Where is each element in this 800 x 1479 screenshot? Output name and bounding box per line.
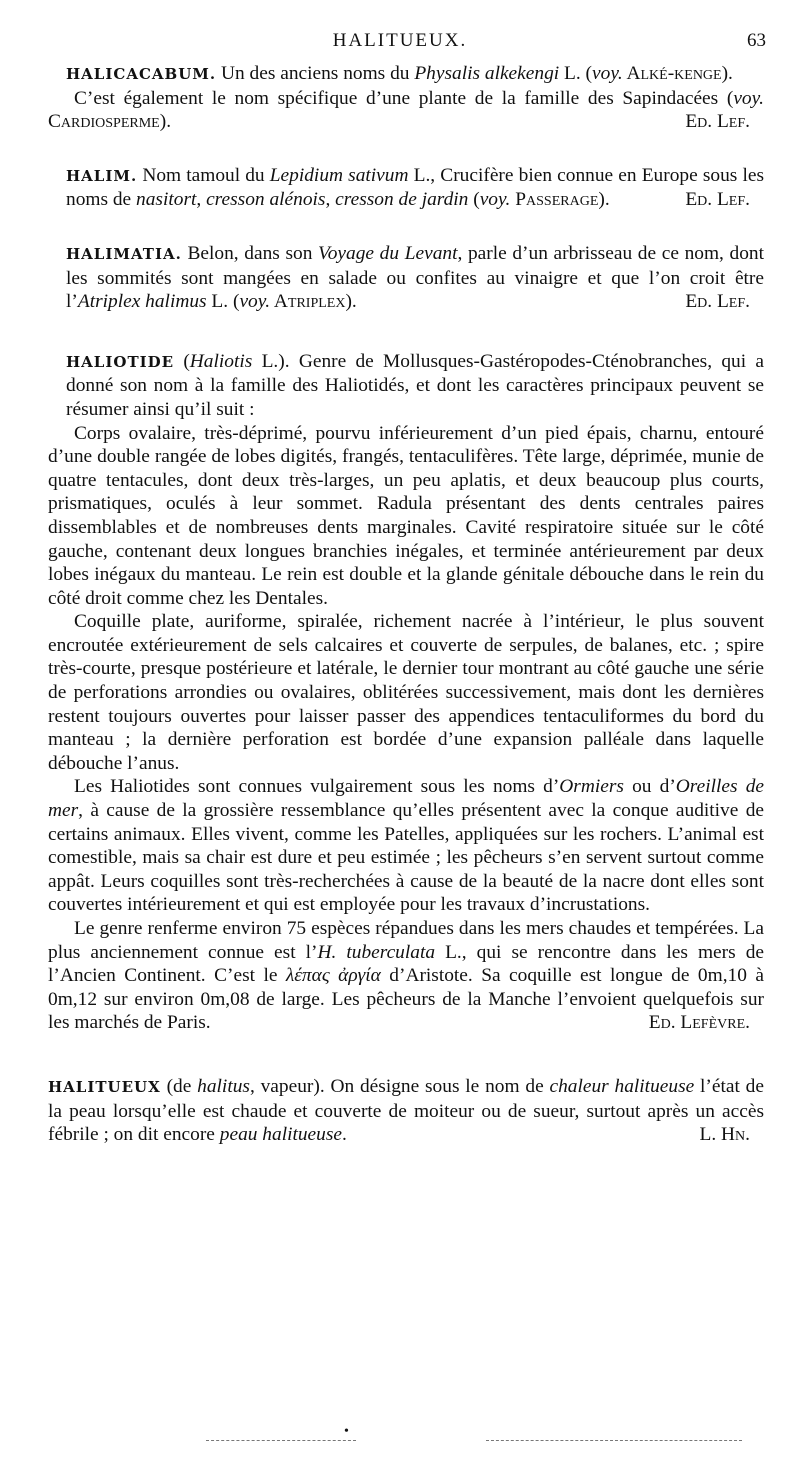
paragraph: Corps ovalaire, très-déprimé, pourvu inférieurement d’un pied épais, charnu, entouré d’une double rangée de lobes digités, frangés, tentaculifères. Tête large, déprimée, munie de quatre tentacules, dont deux très-larges, un peu aplatis, et deux beaucoup plus courts, prismatiques, oculés à leur sommet. Radula présentant des dents centrales paires dissemblables et de nombreuses dents marginales. Cavité respiratoire située sur le côté gauche, contenant deux longues branchies inégales, et terminée antérieurement par deux lobes inégaux du manteau. Le rein est double et la glande génitale débouche dans le rein du côté droit comme chez les Dentales. xyxy=(48,422,764,609)
dictionary-content xyxy=(48,62,764,1147)
stray-dot: • xyxy=(344,1424,349,1439)
paragraph: Le genre renferme environ 75 espèces répandues dans les mers chaudes et tempérées. La plus anciennement connue est l’H. tuberculata L., qui se rencontre dans les mers de l’Ancien Continent. C’est le λέπας ἀργία d’Aristote. Sa coquille est longue de 0m,10 à 0m,12 sur environ 0m,08 de large. Les pêcheurs de la Manche l’envoient quelquefois sur les marchés de Paris. Ed. Lefèvre. xyxy=(48,918,764,1034)
paragraph: Coquille plate, auriforme, spiralée, richement nacrée à l’intérieur, le plus souvent encroutée extérieurement de sels calcaires et couverte de serpules, de balanes, etc. ; spire très-courte, presque postérieure et latérale, le dernier tour montrant au côté gauche une série de perforations arrondies ou ovalaires, oblitérées successivement, mais dont les dernières restent toujours ouvertes pour laisser passer des appendices tentaculiformes du bord du manteau ; la dernière perforation est bordée d’une expansion palléale dans laquelle débouche l’anus. xyxy=(48,611,764,774)
signature: Ed. Lef. xyxy=(685,291,750,313)
entry-haliotide: HALIOTIDE (Haliotis L.). Genre de Mollusques-Gastéropodes-Cténobranches, qui a donné son nom à la famille des Haliotidés, et dont les caractères principaux peuvent se résumer ainsi qu’il suit : Corps ovalaire, très-déprimé, pourvu inférieurement d’un pied épais, charnu, entouré d’une double rangée de lobes digités, frangés, tentaculifères. Tête large, déprimée, munie de quatre tentacules, dont deux très-larges, un peu aplatis, et deux beaucoup plus courts, prismatiques, oculés à leur sommet. Radula présentant des dents centrales paires dissemblables et de nombreuses dents marginales. Cavité respiratoire située sur le côté gauche, contenant deux longues branchies inégales, et terminée antérieurement par deux lobes inégaux du manteau. Le rein est double et la glande génitale débouche dans le rein du côté droit comme chez les Dentales. Coquille plate, auriforme, spiralée, richement nacrée à l’intérieur, le plus souvent encroutée extérieurement de sels calcaires et couverte de serpules, de balanes, etc. ; spire très-courte, presque postérieure et latérale, le dernier tour montrant au côté gauche une série de perforations arrondies ou ovalaires, oblitérées successivement, mais dont les dernières restent toujours ouvertes pour laisser passer des appendices tentaculiformes du bord du manteau ; la dernière perforation est bordée d’une expansion palléale dans laquelle débouche l’anus. Les Haliotides sont connues vulgairement sous les noms d’Ormiers ou d’Oreilles de mer, à cause de la grossière ressemblance qu’elles présentent avec la conque auditive de certains animaux. Elles vivent, comme les Patelles, appliquées sur les rochers. L’animal est comestible, mais sa chair est dure et peu estimée ; les pêcheurs s’en servent surtout comme appât. Leurs coquilles sont très-recherchées à cause de la beauté de la nacre dont elles sont couvertes intérieurement et qui est employée pour les travaux d’incrustations. Le genre renferme environ 75 espèces répandues dans les mers chaudes et tempérées. La plus anciennement connue est l’H. tuberculata L., qui se rencontre dans les mers de l’Ancien Continent. C’est le λέπας ἀργία d’Aristote. Sa coquille est longue de 0m,10 à 0m,12 sur environ 0m,08 de large. Les pêcheurs de la Manche l’envoient quelquefois sur les marchés de Paris. Ed. Lefèvre. xyxy=(48,350,765,1034)
entry-halitueux: HALITUEUX (de halitus, vapeur). On désigne sous le nom de chaleur halitueuse l’état de la peau lorsqu’elle est chaude et couverte de moiteur ou de sueur, surtout après un accès fébrile ; on dit encore peau halitueuse. L. Hn. xyxy=(48,1075,764,1146)
signature: Ed. Lef. xyxy=(685,189,750,211)
running-title: HALITUEUX. xyxy=(332,30,468,51)
paragraph: Les Haliotides sont connues vulgairement sous les noms d’Ormiers ou d’Oreilles de mer, à cause de la grossière ressemblance qu’elles présentent avec la conque auditive de certains animaux. Elles vivent, comme les Patelles, appliquées sur les rochers. L’animal est comestible, mais sa chair est dure et peu estimée ; les pêcheurs s’en servent surtout comme appât. Leurs coquilles sont très-recherchées à cause de la beauté de la nacre dont elles sont couvertes intérieurement et qui est employée pour les travaux d’incrustations. xyxy=(48,776,765,916)
signature: Ed. Lef. xyxy=(685,111,750,133)
running-head xyxy=(0,28,800,58)
signature: L. Hn. xyxy=(699,1124,750,1146)
entry-halim: HALIM. Nom tamoul du Lepidium sativum L., Crucifère bien connue en Europe sous les noms de nasitort, cresson alénois, cresson de jardin (voy. Passerage). Ed. Lef. xyxy=(66,164,764,211)
headword: HALIM. xyxy=(66,166,138,185)
signature: Ed. Lefèvre. xyxy=(648,1012,750,1034)
faint-line-left xyxy=(206,1440,356,1441)
faint-line-right xyxy=(486,1440,742,1441)
headword: HALIOTIDE xyxy=(66,352,175,371)
page-number: 63 xyxy=(747,30,766,51)
headword: HALIMATIA. xyxy=(66,244,182,263)
headword: HALITUEUX xyxy=(48,1077,161,1096)
headword: HALICACABUM. xyxy=(66,65,217,83)
entry-halimatia: HALIMATIA. Belon, dans son Voyage du Levant, parle d’un arbrisseau de ce nom, dont les sommités sont mangées en salade ou confites au vinaigre et que l’on croit être l’Atriplex halimus L. (voy. Atriplex). Ed. Lef. xyxy=(66,242,764,313)
footer-marks xyxy=(0,1424,800,1454)
entry-halicacabum: HALICACABUM. Un des anciens noms du Physalis alkekengi L. (voy. Alké-kenge). C’est également le nom spécifique d’une plante de la famille des Sapindacées (voy. Cardiosperme). Ed. Lef. xyxy=(48,63,764,133)
